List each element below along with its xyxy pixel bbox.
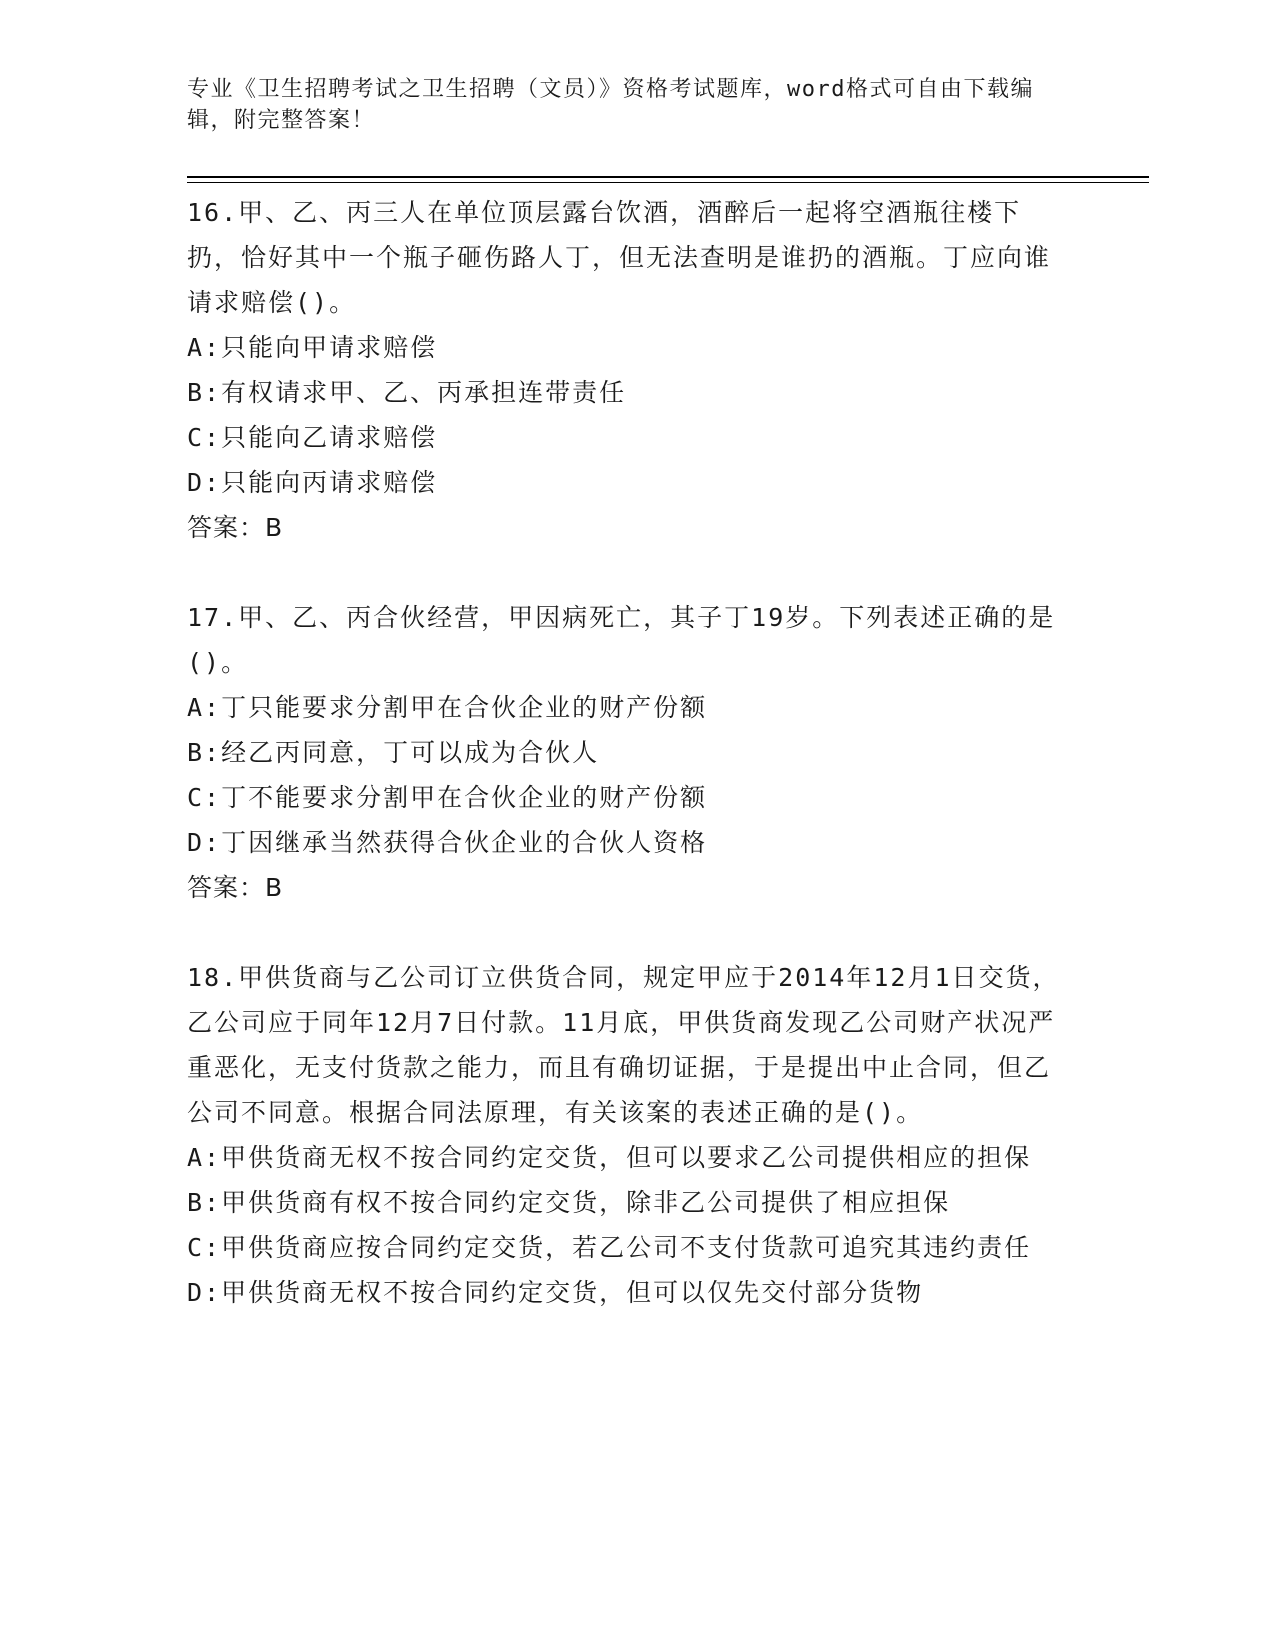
question-list — [187, 190, 1067, 1360]
question-16 — [187, 190, 1067, 550]
option-d: D:丁因继承当然获得合伙企业的合伙人资格 — [187, 828, 708, 857]
option-a: A:只能向甲请求赔偿 — [187, 333, 438, 362]
option-d: D:只能向丙请求赔偿 — [187, 468, 438, 497]
option-c: C:丁不能要求分割甲在合伙企业的财产份额 — [187, 783, 708, 812]
question-17 — [187, 595, 1067, 910]
header-rule-thick — [187, 176, 1149, 178]
option-a: A:甲供货商无权不按合同约定交货，但可以要求乙公司提供相应的担保 — [187, 1143, 1032, 1172]
question-stem: 17.甲、乙、丙合伙经营，甲因病死亡，其子丁19岁。下列表述正确的是()。 — [187, 603, 1056, 677]
option-c: C:甲供货商应按合同约定交货，若乙公司不支付货款可追究其违约责任 — [187, 1233, 1032, 1262]
question-18 — [187, 955, 1067, 1315]
answer-line: 答案：B — [187, 873, 284, 902]
answer-line: 答案：B — [187, 513, 284, 542]
option-c: C:只能向乙请求赔偿 — [187, 423, 438, 452]
question-stem: 18.甲供货商与乙公司订立供货合同，规定甲应于2014年12月1日交货，乙公司应于同年12月7日付款。11月底，甲供货商发现乙公司财产状况严重恶化，无支付货款之能力，而且有确切证据，于是提出中止合同，但乙公司不同意。根据合同法原理，有关该案的表述正确的是()。 — [187, 963, 1060, 1127]
option-b: B:经乙丙同意，丁可以成为合伙人 — [187, 738, 600, 767]
option-b: B:有权请求甲、乙、丙承担连带责任 — [187, 378, 627, 407]
document-header: 专业《卫生招聘考试之卫生招聘（文员）》资格考试题库，word格式可自由下载编辑，附完整答案！ — [187, 77, 1034, 133]
question-stem: 16.甲、乙、丙三人在单位顶层露台饮酒，酒醉后一起将空酒瓶往楼下扔，恰好其中一个瓶子砸伤路人丁，但无法查明是谁扔的酒瓶。丁应向谁请求赔偿()。 — [187, 198, 1052, 317]
option-a: A:丁只能要求分割甲在合伙企业的财产份额 — [187, 693, 708, 722]
option-d: D:甲供货商无权不按合同约定交货，但可以仅先交付部分货物 — [187, 1278, 924, 1307]
header-rule-thin — [187, 182, 1149, 183]
option-b: B:甲供货商有权不按合同约定交货，除非乙公司提供了相应担保 — [187, 1188, 951, 1217]
